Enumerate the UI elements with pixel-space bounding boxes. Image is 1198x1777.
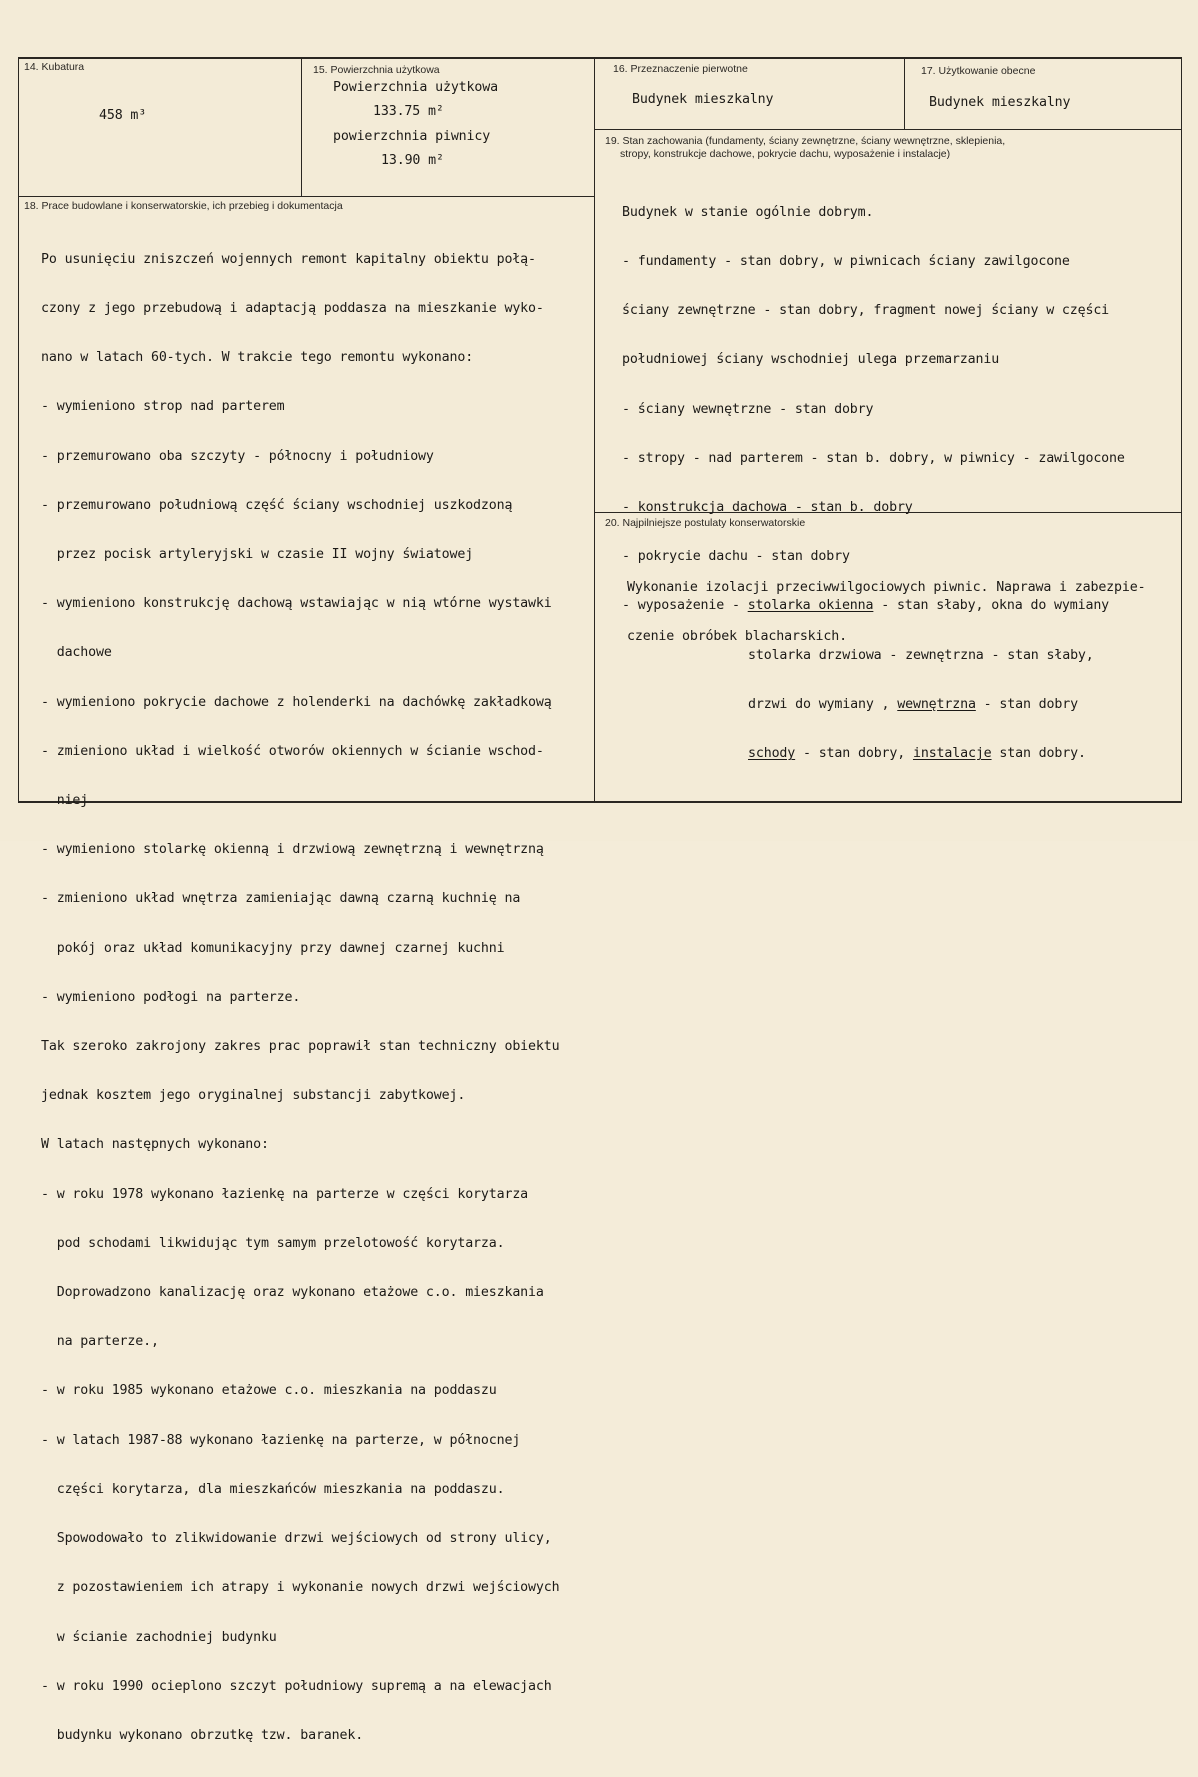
postulaty-line: czenie obróbek blacharskich.: [627, 629, 847, 645]
stolarka-okienna-underlined: stolarka okienna: [747, 598, 874, 614]
prace-line: - wymieniono stolarkę okienną i drzwiową zewnętrzną i wewnętrzną: [41, 842, 544, 858]
prace-line: niej: [41, 793, 89, 809]
stan-wyposazenie-line4: schody - stan dobry, instalacje stan dobry.: [748, 746, 1086, 762]
divider-center: [594, 59, 595, 801]
przeznaczenie-value: Budynek mieszkalny: [632, 92, 774, 107]
prace-line: - przemurowano południową część ściany wschodniej uszkodzoną: [41, 497, 513, 513]
table-right-border: [1181, 57, 1182, 803]
powierzchnia-piwnicy-label: powierzchnia piwnicy: [333, 129, 491, 144]
prace-line: nano w latach 60-tych. W trakcie tego remontu wykonano:: [41, 350, 474, 366]
prace-text: [41, 219, 559, 1777]
prace-line: - przemurowano oba szczyty - północny i południowy: [41, 448, 434, 464]
prace-line: - w roku 1985 wykonano etażowe c.o. mieszkania na poddaszu: [41, 1383, 497, 1399]
kubatura-label: 14. Kubatura: [24, 61, 85, 73]
postulaty-label: 20. Najpilniejsze postulaty konserwatorskie: [605, 517, 806, 529]
divider-18-top: [18, 196, 594, 197]
prace-line: pokój oraz układ komunikacyjny przy dawnej czarnej kuchni: [41, 940, 505, 956]
prace-line: Spowodowało to zlikwidowanie drzwi wejściowych od strony ulicy,: [41, 1531, 552, 1547]
stan-label-line1: 19. Stan zachowania (fundamenty, ściany zewnętrzne, ściany wewnętrzne, sklepienia,: [605, 135, 1006, 147]
postulaty-text: [627, 547, 1145, 678]
divider-16-17: [904, 59, 905, 129]
stan-line: - stropy - nad parterem - stan b. dobry, w piwnicy - zawilgocone: [622, 450, 1125, 466]
postulaty-line: Wykonanie izolacji przeciwwilgociowych piwnic. Naprawa i zabezpie-: [627, 579, 1146, 595]
prace-line: części korytarza, dla mieszkańców mieszkania na poddaszu.: [41, 1481, 505, 1497]
stan-line: Budynek w stanie ogólnie dobrym.: [622, 204, 874, 220]
kubatura-value: 458 m³: [99, 108, 147, 123]
prace-line: - wymieniono konstrukcję dachową wstawiając w nią wtórne wystawki: [41, 596, 552, 612]
powierzchnia-label: 15. Powierzchnia użytkowa: [313, 64, 440, 76]
uzytkowanie-value: Budynek mieszkalny: [929, 95, 1071, 110]
prace-line: Doprowadzono kanalizację oraz wykonano etażowe c.o. mieszkania: [41, 1285, 544, 1301]
stan-line: południowej ściany wschodniej ulega przemarzaniu: [622, 352, 1000, 368]
prace-line: - zmieniono układ wnętrza zamieniając dawną czarną kuchnię na: [41, 891, 521, 907]
prace-line: na parterze.,: [41, 1334, 159, 1350]
prace-line: W latach następnych wykonano:: [41, 1137, 269, 1153]
prace-line: w ścianie zachodniej budynku: [41, 1629, 277, 1645]
instalacje-underlined: instalacje: [912, 746, 992, 762]
stan-wyposazenie-line1: - wyposażenie - stolarka okienna - stan słaby, okna do wymiany: [622, 598, 1110, 614]
divider-19-top: [594, 129, 1181, 130]
stan-wyposazenie-line3: drzwi do wymiany , wewnętrzna - stan dobry: [748, 696, 1078, 712]
prace-line: z pozostawieniem ich atrapy i wykonanie nowych drzwi wejściowych: [41, 1580, 560, 1596]
table-top-border: [18, 57, 1182, 59]
powierzchnia-uzytkowa-label: Powierzchnia użytkowa: [333, 80, 498, 95]
przeznaczenie-label: 16. Przeznaczenie pierwotne: [613, 63, 748, 75]
prace-line: budynku wykonano obrzutkę tzw. baranek.: [41, 1727, 364, 1743]
prace-line: czony z jego przebudową i adaptacją poddasza na mieszkanie wyko-: [41, 301, 544, 317]
table-left-border: [18, 57, 19, 803]
stan-line: - fundamenty - stan dobry, w piwnicach ściany zawilgocone: [622, 254, 1070, 270]
prace-line: - wymieniono podłogi na parterze.: [41, 989, 301, 1005]
divider-14-15: [301, 59, 302, 196]
prace-line: - w latach 1987-88 wykonano łazienkę na parterze, w północnej: [41, 1432, 521, 1448]
stan-wyposazenie-line2: stolarka drzwiowa - zewnętrzna - stan słaby,: [748, 647, 1094, 663]
prace-line: dachowe: [41, 645, 112, 661]
prace-line: - w roku 1990 ocieplono szczyt południowy supremą a na elewacjach: [41, 1678, 552, 1694]
prace-line: - wymieniono pokrycie dachowe z holenderki na dachówkę zakładkową: [41, 694, 552, 710]
prace-line: jednak kosztem jego oryginalnej substancji zabytkowej.: [41, 1088, 466, 1104]
prace-line: pod schodami likwidując tym samym przelotowość korytarza.: [41, 1235, 505, 1251]
stan-line: ściany zewnętrzne - stan dobry, fragment nowej ściany w części: [622, 303, 1110, 319]
stan-line: - konstrukcja dachowa - stan b. dobry: [622, 500, 913, 516]
prace-label: 18. Prace budowlane i konserwatorskie, ich przebieg i dokumentacja: [24, 200, 343, 212]
prace-line: Tak szeroko zakrojony zakres prac poprawił stan techniczny obiektu: [41, 1039, 560, 1055]
uzytkowanie-label: 17. Użytkowanie obecne: [921, 65, 1036, 77]
prace-line: - zmieniono układ i wielkość otworów okiennych w ścianie wschod-: [41, 743, 544, 759]
stan-label-line2: stropy, konstrukcje dachowe, pokrycie dachu, wyposażenie i instalacje): [620, 148, 951, 160]
wewnetrzna-underlined: wewnętrzna: [897, 696, 976, 712]
stan-text: [622, 172, 1125, 795]
prace-line: Po usunięciu zniszczeń wojennych remont kapitalny obiektu połą-: [41, 251, 536, 267]
stan-line: - pokrycie dachu - stan dobry: [622, 549, 850, 565]
powierzchnia-uzytkowa-value: 133.75 m²: [373, 104, 444, 119]
stan-line: - ściany wewnętrzne - stan dobry: [622, 401, 874, 417]
schody-underlined: schody: [748, 746, 796, 762]
prace-line: - wymieniono strop nad parterem: [41, 399, 285, 415]
prace-line: przez pocisk artyleryjski w czasie II wojny światowej: [41, 547, 474, 563]
powierzchnia-piwnicy-value: 13.90 m²: [381, 153, 444, 168]
prace-line: - w roku 1978 wykonano łazienkę na parterze w części korytarza: [41, 1186, 529, 1202]
